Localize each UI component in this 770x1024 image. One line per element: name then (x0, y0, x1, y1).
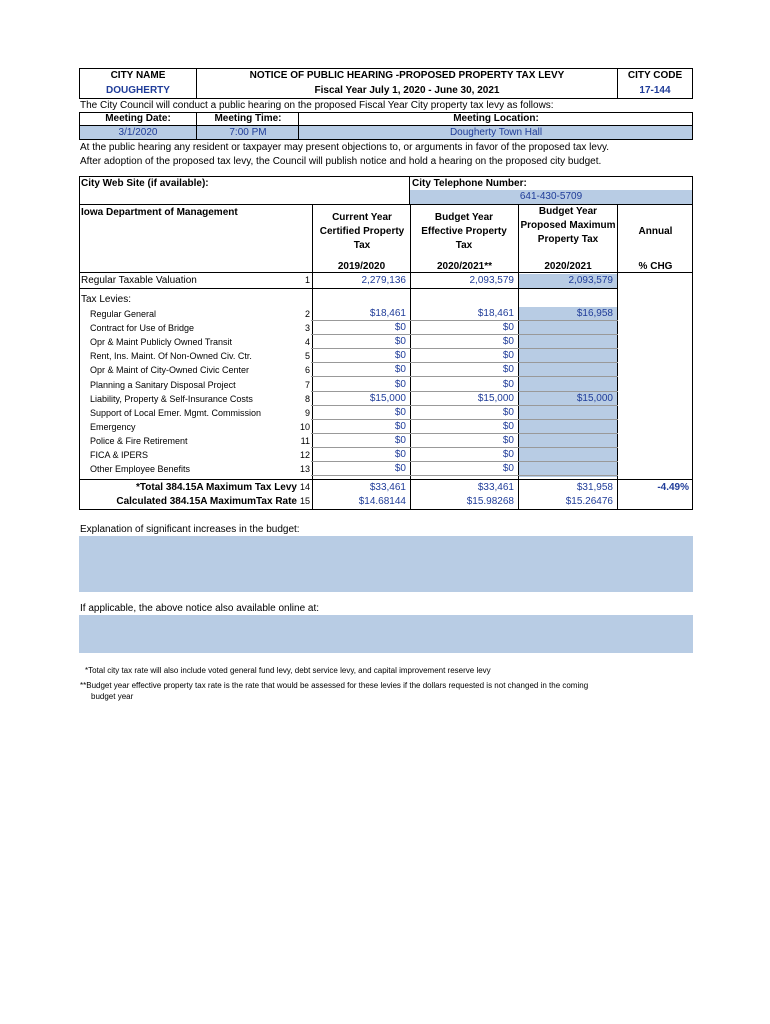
levy-proposed: $15,000 (576, 393, 613, 404)
valuation-label: Regular Taxable Valuation (81, 275, 197, 286)
levy-budget: $0 (502, 463, 514, 474)
levy-label: Emergency (90, 422, 136, 432)
total-levy-proposed: $31,958 (576, 482, 613, 493)
levy-line-number: 10 (299, 422, 310, 432)
levy-budget: $0 (502, 407, 514, 418)
fiscal-year: Fiscal Year July 1, 2020 - June 30, 2021 (314, 85, 500, 96)
tax-rate-label: Calculated 384.15A MaximumTax Rate (116, 496, 297, 507)
total-levy-budget: $33,461 (477, 482, 514, 493)
levy-budget: $0 (502, 379, 514, 390)
online-label: If applicable, the above notice also available online at: (80, 603, 320, 614)
city-name-value: DOUGHERTY (106, 85, 170, 96)
tax-rate-line-number: 15 (299, 496, 310, 506)
telephone-label: City Telephone Number: (412, 178, 527, 189)
levy-current: $0 (394, 421, 406, 432)
levy-line-number: 12 (299, 450, 310, 460)
levy-budget: $0 (502, 449, 514, 460)
valuation-current: 2,279,136 (361, 275, 406, 286)
levy-label: Liability, Property & Self-Insurance Costs (90, 394, 253, 404)
meeting-date-label: Meeting Date: (105, 113, 171, 124)
levy-row-line (311, 420, 618, 434)
levy-line-number: 8 (304, 394, 310, 404)
col-annual-sub: % CHG (638, 261, 673, 272)
levy-current: $0 (394, 322, 406, 333)
levy-label: Support of Local Emer. Mgmt. Commission (90, 408, 262, 418)
levy-current: $0 (394, 463, 406, 474)
levy-line-number: 7 (304, 380, 310, 390)
explanation-field[interactable] (79, 536, 693, 592)
footnote-2-cont: budget year (91, 692, 134, 701)
levy-budget: $0 (502, 350, 514, 361)
col-proposed-header: Budget Year Proposed Maximum Property Tax (520, 206, 616, 245)
levy-budget: $0 (502, 322, 514, 333)
levy-row-line (311, 406, 618, 420)
levy-budget: $0 (502, 435, 514, 446)
col-budget-header: Budget Year Effective Property Tax (421, 212, 507, 251)
col-annual-header: Annual (638, 226, 673, 237)
levy-line-number: 2 (304, 309, 310, 319)
levy-row-line (311, 363, 618, 377)
notice-line-1: At the public hearing any resident or taxpayer may present objections to, or arguments in favor of the proposed tax levy. (80, 142, 609, 153)
col-proposed-year: 2020/2021 (544, 261, 592, 272)
footnote-2: **Budget year effective property tax rate is the rate that would be assessed for these levies if the dollars requested is not changed in the coming (80, 681, 589, 690)
levy-label: Opr & Maint Publicly Owned Transit (90, 337, 233, 347)
levy-line-number: 9 (304, 408, 310, 418)
total-levy-current: $33,461 (369, 482, 406, 493)
tax-rate-budget: $15.98268 (466, 496, 514, 507)
levy-current: $0 (394, 407, 406, 418)
valuation-line-number: 1 (304, 275, 310, 285)
levy-current: $0 (394, 350, 406, 361)
valuation-budget: 2,093,579 (469, 275, 514, 286)
levy-budget: $0 (502, 421, 514, 432)
city-code-label: CITY CODE (627, 70, 683, 81)
levy-row-line (311, 434, 618, 448)
levy-current: $0 (394, 379, 406, 390)
telephone-value: 641-430-5709 (519, 191, 583, 202)
levy-row-line (311, 307, 618, 321)
levy-row-line (311, 349, 618, 363)
levy-current: $0 (394, 364, 406, 375)
levy-current: $15,000 (369, 393, 406, 404)
explanation-label: Explanation of significant increases in the budget: (80, 524, 300, 535)
levy-budget: $15,000 (477, 393, 514, 404)
total-levy-annual-change: -4.49% (657, 482, 689, 493)
levy-row-line (311, 448, 618, 462)
footnote-1: *Total city tax rate will also include voted general fund levy, debt service levy, and capital improvement reserve levy (85, 666, 491, 675)
notice-title: NOTICE OF PUBLIC HEARING -PROPOSED PROPERTY TAX LEVY (249, 70, 565, 81)
totals-top-line (79, 479, 693, 480)
meeting-date-value: 3/1/2020 (118, 127, 158, 138)
levy-row-line (311, 321, 618, 335)
levy-current: $0 (394, 449, 406, 460)
col-current-header: Current Year Certified Property Tax (319, 212, 405, 251)
meeting-time-label: Meeting Time: (214, 113, 282, 124)
total-levy-label: *Total 384.15A Maximum Tax Levy (136, 482, 297, 493)
levy-line-number: 5 (304, 351, 310, 361)
levy-line-number: 13 (299, 464, 310, 474)
levy-label: Regular General (90, 309, 157, 319)
online-field[interactable] (79, 615, 693, 653)
levy-budget: $0 (502, 364, 514, 375)
meeting-time-value: 7:00 PM (229, 127, 267, 138)
levy-current: $0 (394, 336, 406, 347)
intro-text: The City Council will conduct a public hearing on the proposed Fiscal Year City property tax levy as follows: (80, 100, 554, 111)
levy-row-line (311, 462, 618, 476)
levy-proposed: $16,958 (576, 308, 613, 319)
levy-label: Police & Fire Retirement (90, 436, 188, 446)
city-name-label: CITY NAME (110, 70, 166, 81)
notice-line-2: After adoption of the proposed tax levy, the Council will publish notice and hold a hearing on the proposed city budget. (80, 156, 602, 167)
meeting-location-label: Meeting Location: (453, 113, 539, 124)
tax-rate-proposed: $15.26476 (565, 496, 613, 507)
levy-budget: $18,461 (477, 308, 514, 319)
col-current-year: 2019/2020 (337, 261, 386, 272)
levy-label: Rent, Ins. Maint. Of Non-Owned Civ. Ctr. (90, 351, 252, 361)
levy-current: $18,461 (369, 308, 406, 319)
levy-line-number: 11 (300, 436, 310, 446)
header-bottom-line (79, 258, 693, 273)
total-levy-line-number: 14 (299, 482, 310, 492)
levy-row-line (311, 335, 618, 349)
col-budget-year: 2020/2021** (436, 261, 493, 272)
levy-label: Other Employee Benefits (90, 464, 191, 474)
tax-rate-current: $14.68144 (358, 496, 406, 507)
levy-label: Opr & Maint of City-Owned Civic Center (90, 365, 250, 375)
levy-row-line (311, 392, 618, 406)
levy-label: Planning a Sanitary Disposal Project (90, 380, 236, 390)
levy-label: Contract for Use of Bridge (90, 323, 195, 333)
tax-levies-label: Tax Levies: (81, 294, 132, 305)
department-label: Iowa Department of Management (81, 207, 238, 218)
meeting-location-value: Dougherty Town Hall (449, 127, 543, 138)
levy-line-number: 6 (304, 365, 310, 375)
levy-budget: $0 (502, 336, 514, 347)
levy-line-number: 4 (304, 337, 310, 347)
levy-line-number: 3 (304, 323, 310, 333)
website-label: City Web Site (if available): (81, 178, 209, 189)
valuation-proposed: 2,093,579 (568, 275, 613, 286)
levy-row-line (311, 378, 618, 392)
levy-label: FICA & IPERS (90, 450, 149, 460)
city-code-value: 17-144 (639, 85, 671, 96)
levy-current: $0 (394, 435, 406, 446)
